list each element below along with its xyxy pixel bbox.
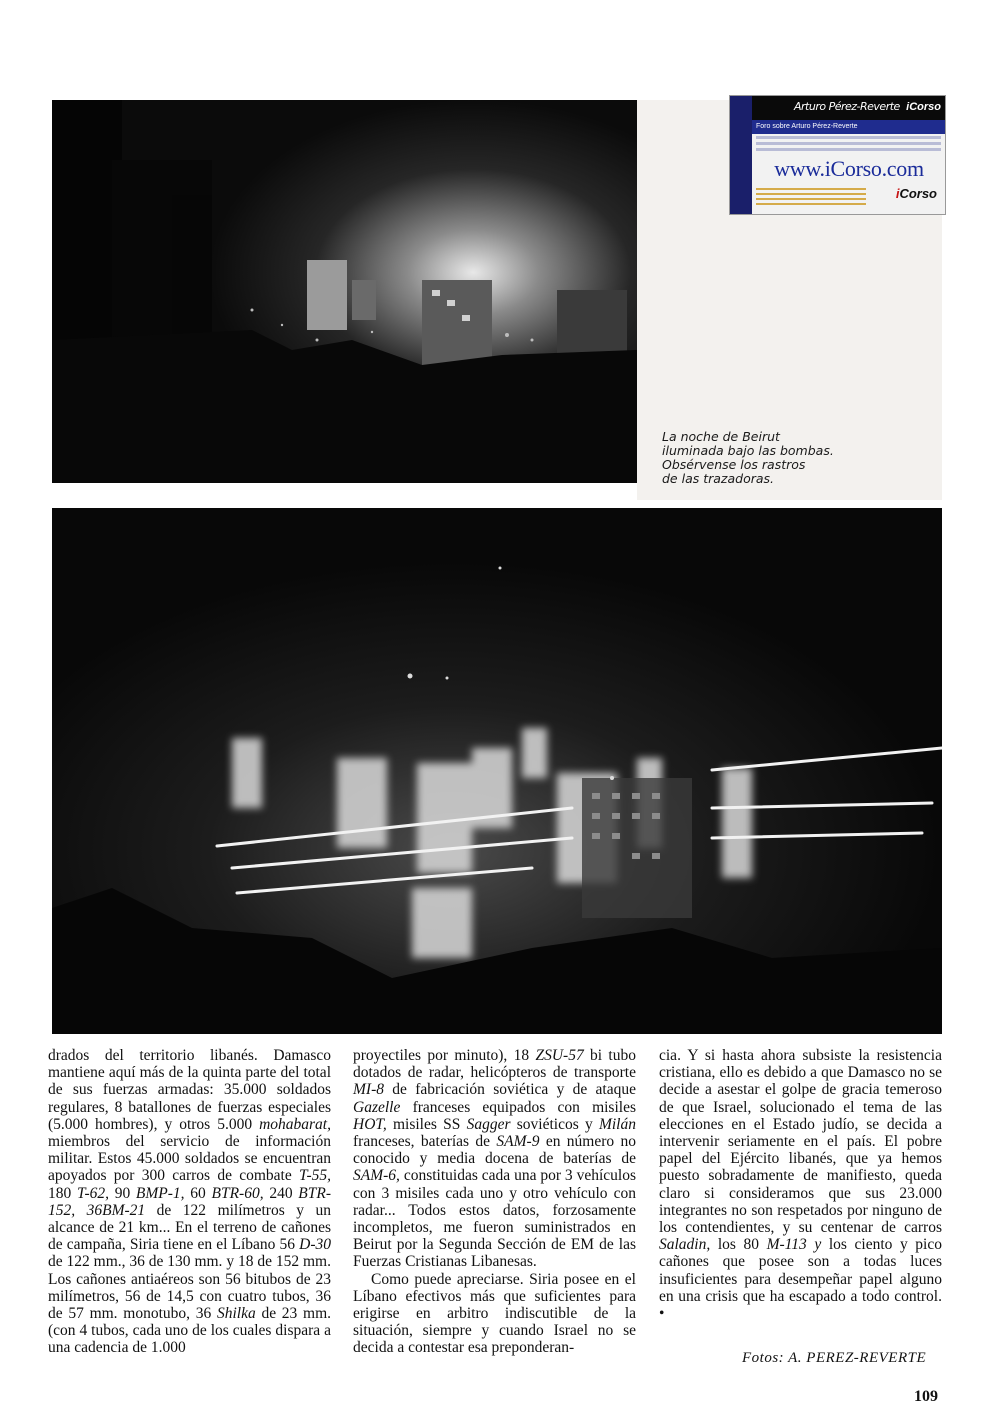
icorso-banner[interactable] [729,95,946,215]
article-text: proyectiles por minuto), 18 [353,1047,536,1064]
banner-forum-title: Foro sobre Arturo Pérez-Reverte [752,120,945,134]
article-italic-term: MI-8 [353,1081,384,1099]
article-text: 240 [263,1184,299,1202]
article-paragraph [659,1047,942,1322]
banner-top-bar [752,96,945,120]
article-text: de 122 milímetros y un alcance de 21 km... En el terreno de cañones de campaña, Siria tiene en el Líbano 56 [48,1201,331,1254]
article-italic-term: Gazelle [353,1098,401,1116]
article-text: bi tubo dotados de radar, helicópteros de transporte [353,1047,636,1082]
article-italic-term: Saladin, [659,1236,711,1254]
banner-logo-top: iCorso [906,101,941,113]
beirut-night-photo-top [52,100,637,483]
banner-left-strip [730,96,752,214]
article-text: 90 [108,1184,136,1202]
article-text: 180 [48,1184,77,1202]
article-text: drados del territorio libanés. Damasco mantiene aquí más de la quinta parte del total de sus fuerzas armadas: 35.000 soldados regulares, 8 batallones de fuerzas especiales (5.000 hombres), y otros 5.000 [48,1047,331,1133]
article-text: constituidas cada una por 3 vehículos con 3 misiles cada uno y otro vehículo con radar... Todos estos datos, forzosamente incompletos, me fueron suministrados en Beirut por la Segunda Sección de EM de las Fuerzas Cristianas Libanesas. [353,1167,636,1271]
photo-credit: Fotos: A. PEREZ-REVERTE [742,1350,927,1366]
article-text: Como puede apreciarse. Siria posee en el Líbano efectivos más que suficientes para erigirse en arbitro indiscutible de la situación, siempre y cuando Israel no se decida a contestar esa preponderan- [353,1270,636,1357]
article-italic-term: Milán [598,1115,636,1133]
banner-signature: Arturo Pérez-Reverte [794,100,900,113]
article-text: de fabricación soviética y de ataque [384,1081,636,1099]
article-paragraph [353,1047,636,1271]
article-text: franceses equipados con misiles [400,1098,636,1116]
photo-caption [662,430,862,486]
caption-line: La noche de Beirut [662,429,780,444]
article-italic-term: BMP-1, [135,1184,185,1202]
article-text: los 80 [710,1236,767,1254]
article-italic-term: SAM-9 [496,1133,540,1151]
article-paragraph [353,1271,636,1357]
article-text: misiles SS [386,1115,467,1133]
article-text: en número no conocido y media docena de baterías de [353,1133,637,1168]
banner-rows [756,136,941,154]
article-text: soviéticos y [510,1115,599,1133]
article-text: 60 [184,1184,212,1202]
article-italic-term: T-62, [76,1184,109,1202]
page-number: 109 [914,1388,938,1405]
article-paragraph [48,1047,331,1357]
banner-logo-bottom: iCorso [895,186,937,201]
article-text: cia. Y si hasta ahora subsiste la resistencia cristiana, ello es debido a que Damasco no se decide a asestar el golpe de gracia temeroso de que Israel, solucionado el tema de las elecciones en el Estado judío, se decida a intervenir seriamente en el país. El pobre papel del Ejército libanés, que ya hemos puesto sobradamente de manifiesto, queda claro si consideramos que sus 23.000 integrantes no son respetados por ninguno de los contendientes, y su centenar de carros [659,1047,942,1237]
caption-line: de las trazadoras. [662,471,775,486]
beirut-tracers-photo-bottom [52,508,942,1034]
article-column-1 [48,1047,331,1357]
article-text: miembros del servicio de información militar. Estos 45.000 soldados se encuentran apoyados por 300 carros de combate [48,1133,331,1185]
article-text: de 122 mm., 36 de 130 mm. y 18 de 152 mm. Los cañones antiaéreos son 56 bitubos de 23 milímetros, 56 de 14,5 con cuatro tubos, 36 de 57 mm. monotubo, 36 [48,1253,331,1323]
banner-lines [756,188,866,208]
article-text: franceses, baterías de [353,1133,497,1151]
banner-url-link[interactable]: www.iCorso.com [774,156,924,181]
article-italic-term: SAM-6, [353,1167,400,1185]
article-italic-term: M-113 y [766,1236,822,1254]
article-italic-term: BTR-60, [211,1184,264,1202]
article-text: los ciento y pico cañones que posee son a todas luces insuficientes para desempeñar papel alguno en una crisis que ha escapado a todo control. • [659,1236,942,1323]
article-italic-term: Sagger [466,1115,511,1133]
article-text: de 23 mm. (con 4 tubos, cada uno de los cuales dispara a una cadencia de 1.000 [48,1305,331,1357]
caption-line: Obsérvense los rastros [662,457,806,472]
article-italic-term: T-55, [298,1167,331,1185]
article-italic-term: D-30 [299,1236,331,1254]
article-italic-term: BTR-152, 36BM-21 [48,1184,331,1219]
article-italic-term: HOT, [353,1115,387,1133]
article-italic-term: mohabarat, [259,1115,331,1133]
article-italic-term: ZSU-57 [535,1047,584,1064]
caption-line: iluminada bajo las bombas. [662,443,834,458]
article-column-3 [659,1047,942,1322]
article-column-2 [353,1047,636,1357]
article-italic-term: Shilka [216,1305,256,1323]
